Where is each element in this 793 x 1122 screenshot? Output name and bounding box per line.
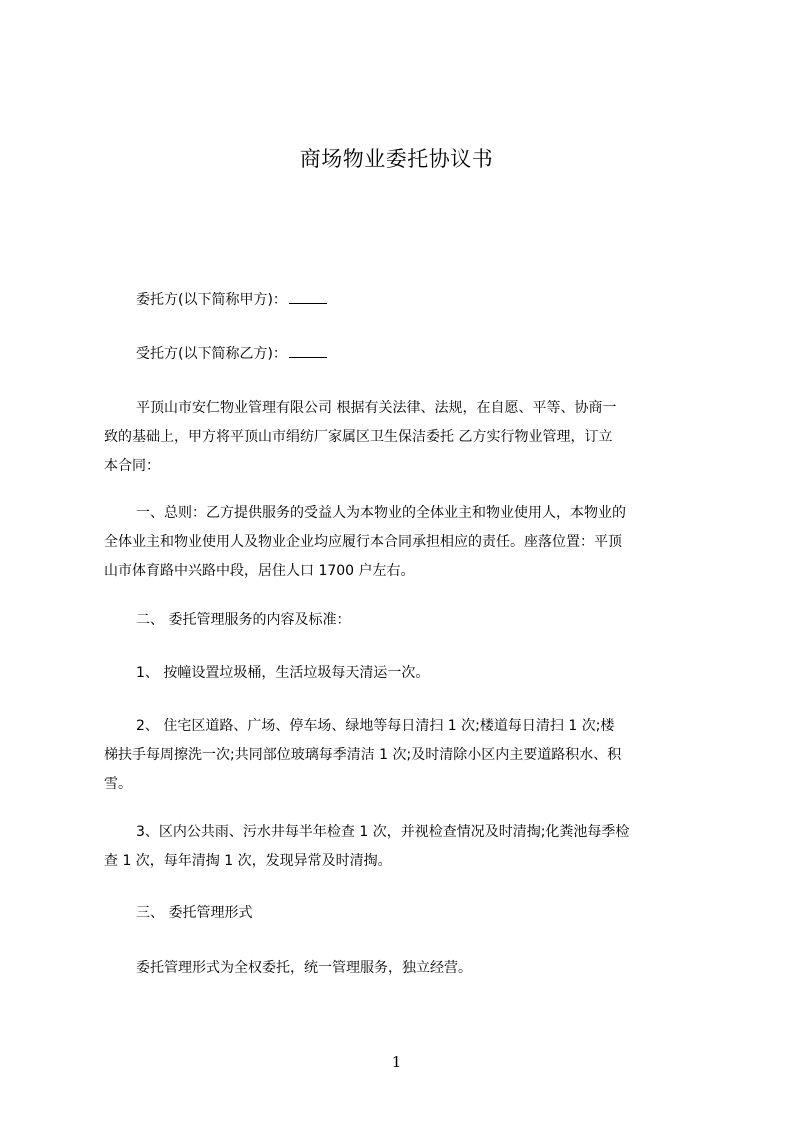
party-b-line <box>136 340 327 369</box>
intro-line: 平顶山市安仁物业管理有限公司 根据有关法律、法规，在自愿、平等、协商一 <box>136 400 617 416</box>
section-three-body: 委托管理形式为全权委托，统一管理服务，独立经营。 <box>136 960 472 976</box>
intro-line: 本合同： <box>104 458 160 474</box>
intro-line: 致的基础上，甲方将平顶山市绢纺厂家属区卫生保洁委托 乙方实行物业管理，订立 <box>104 429 613 445</box>
service-item-2-line: 梯扶手每周擦洗一次;共同部位玻璃每季清洁 1 次;及时清除小区内主要道路积水、积 <box>104 747 622 763</box>
section-two-heading: 二、 委托管理服务的内容及标准： <box>136 612 351 628</box>
service-item-3-line: 3、区内公共雨、污水井每半年检查 1 次，并视检查情况及时清掏;化粪池每季检 <box>136 824 630 840</box>
service-item-1: 1、 按幢设置垃圾桶，生活垃圾每天清运一次。 <box>136 665 430 681</box>
party-b-blank <box>289 343 327 358</box>
service-item-2-line: 雪。 <box>104 776 132 792</box>
party-b-label: 受托方(以下简称乙方)： <box>136 346 287 362</box>
service-item-3 <box>104 818 708 876</box>
section-general-line: 全体业主和物业使用人及物业企业均应履行本合同承担相应的责任。座落位置：平顶 <box>104 534 622 550</box>
intro-paragraph <box>104 394 708 481</box>
section-three-heading: 三、 委托管理形式 <box>136 905 253 921</box>
service-item-2-line: 2、 住宅区道路、广场、停车场、绿地等每日清扫 1 次;楼道每日清扫 1 次;楼 <box>136 718 615 734</box>
section-general <box>104 499 708 586</box>
section-general-line: 山市体育路中兴路中段，居住人口 1700 户左右。 <box>104 563 415 579</box>
document-title: 商场物业委托协议书 <box>299 147 494 171</box>
service-item-2 <box>104 712 708 799</box>
party-a-label: 委托方(以下简称甲方)： <box>136 292 287 308</box>
service-item-3-line: 查 1 次，每年清掏 1 次，发现异常及时清掏。 <box>104 853 392 869</box>
party-a-blank <box>289 289 327 304</box>
party-a-line <box>136 286 327 315</box>
section-general-line: 一、总则：乙方提供服务的受益人为本物业的全体业主和物业使用人，本物业的 <box>136 505 626 521</box>
page-number: 1 <box>391 1053 402 1071</box>
